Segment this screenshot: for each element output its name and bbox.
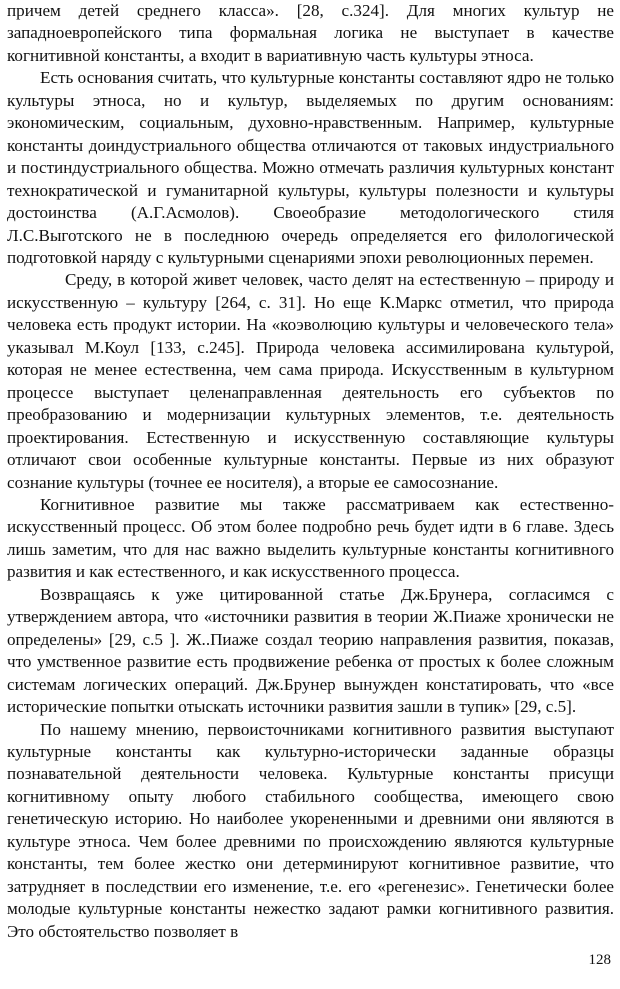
paragraph-2: Есть основания считать, что культурные константы составляют ядро не только культуры этноса, но и культур, выделяемых по другим основаниям: экономическим, социальным, духовно-нравственным. Например, культурные константы доиндустриального общества отличаются от таковых индустриального и постиндустриального общества. Можно отмечать различия культурных констант технократической и гуманитарной культуры, культуры полезности и культуры достоинства (А.Г.Асмолов). Своеобразие методологического стиля Л.С.Выготского не в последнюю очередь определяется его филологической подготовкой наряду с культурными сценариями эпохи революционных перемен. [7, 68, 614, 267]
paragraph-3: Среду, в которой живет человек, часто делят на естественную – природу и искусственную – культуру [264, с. 31]. Но еще К.Маркс отметил, что природа человека есть продукт истории. На «коэволюцию культуры и человеческого тела» указывал М.Коул [133, с.245]. Природа человека ассимилирована культурой, которая не менее естественна, чем сама природа. Искусственным в культурном процессе выступает целенаправленная деятельность его субъектов по преобразованию и модернизации культурных элементов, т.е. деятельность проектирования. Естественную и искусственную составляющие культуры отличают свои особенные культурные константы. Первые из них образуют сознание культуры (точнее ее носителя), а вторые ее самосознание. [7, 270, 614, 492]
paragraph-4: Когнитивное развитие мы также рассматриваем как естественно-искусственный процесс. Об этом более подробно речь будет идти в 6 главе. Здесь лишь заметим, что для нас важно выделить культурные константы когнитивного развития и как естественного, и как искусственного процесса. [7, 494, 614, 582]
paragraph-6: По нашему мнению, первоисточниками когнитивного развития выступают культурные константы как культурно-исторически заданные образцы познавательной деятельности человека. Культурные константы присущи когнитивному опыту любого стабильного сообщества, имеющего свою генетическую историю. Но наиболее укорененными и древними они являются в культуре этноса. Чем более древними по происхождению являются культурные константы, тем более жестко они детерминируют когнитивное развитие, что затрудняет в последствии его изменение, т.е. его «регенезис». Генетически более молодые культурные константы нежестко задают рамки когнитивного развития. Это обстоятельство позволяет в [7, 719, 614, 941]
paragraph-1: причем детей среднего класса». [28, с.324]. Для многих культур не западноевропейского типа формальная логика не выступает в качестве когнитивной константы, а входит в вариативную часть культуры этноса. [7, 1, 614, 65]
paragraph-5: Возвращаясь к уже цитированной статье Дж.Брунера, согласимся с утверждением автора, что «источники развития в теории Ж.Пиаже хронически не определены» [29, с.5 ]. Ж..Пиаже создал теорию направления развития, показав, что умственное развитие есть продвижение ребенка от простых к более сложным системам логических операций. Дж.Брунер вынужден констатировать, что «все исторические попытки отыскать источники развития зашли в тупик» [29, с.5]. [7, 584, 614, 717]
page-number: 128 [588, 952, 611, 968]
page-body [7, 0, 614, 943]
